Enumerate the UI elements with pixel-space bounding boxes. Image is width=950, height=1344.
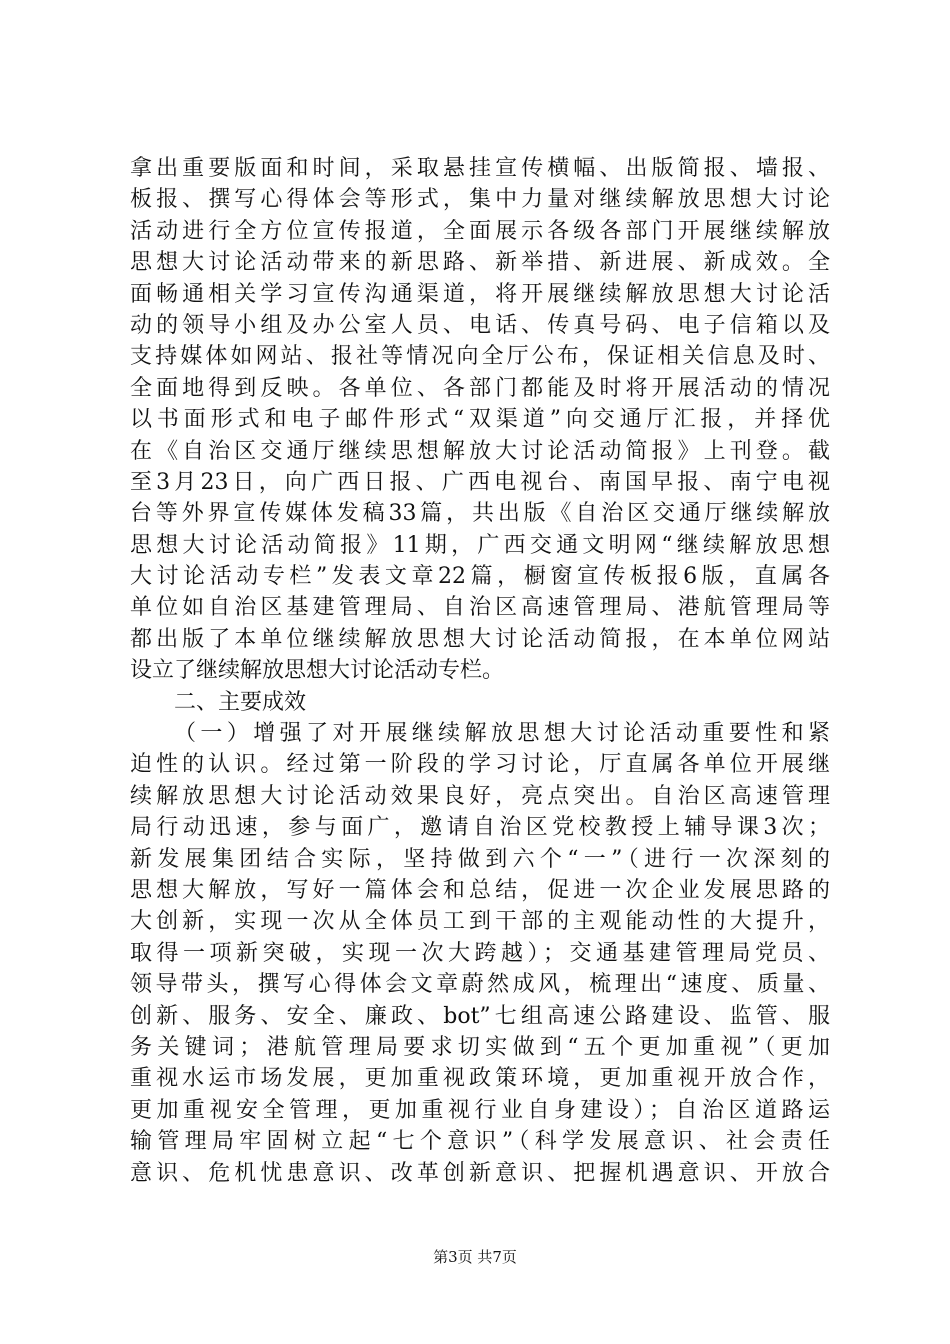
text-line: 全面地得到反映。各单位、各部门都能及时将开展活动的情况 bbox=[130, 375, 830, 401]
text-line: 思想大讨论活动带来的新思路、新举措、新进展、新成效。全 bbox=[130, 250, 830, 276]
text-line: 务关键词；港航管理局要求切实做到“五个更加重视”（更加 bbox=[130, 1034, 830, 1060]
text-line: 板报、撰写心得体会等形式，集中力量对继续解放思想大讨论 bbox=[130, 187, 830, 213]
text-line: 输管理局牢固树立起“七个意识”（科学发展意识、社会责任 bbox=[130, 1129, 830, 1155]
text-line: 面畅通相关学习宣传沟通渠道，将开展继续解放思想大讨论活 bbox=[130, 281, 830, 307]
text-line: 意识、危机忧患意识、改革创新意识、把握机遇意识、开放合 bbox=[130, 1160, 830, 1186]
text-line: 取得一项新突破，实现一次大跨越）；交通基建管理局党员、 bbox=[130, 940, 830, 966]
text-line: （一）增强了对开展继续解放思想大讨论活动重要性和紧 bbox=[174, 721, 830, 747]
text-line: 活动进行全方位宣传报道，全面展示各级各部门开展继续解放 bbox=[130, 218, 830, 244]
text-line: 领导带头，撰写心得体会文章蔚然成风，梳理出“速度、质量、 bbox=[130, 972, 830, 998]
text-line: 迫性的认识。经过第一阶段的学习讨论，厅直属各单位开展继 bbox=[130, 752, 830, 778]
text-line: 思想大解放，写好一篇体会和总结，促进一次企业发展思路的 bbox=[130, 877, 830, 903]
text-line: 续解放思想大讨论活动效果良好，亮点突出。自治区高速管理 bbox=[130, 783, 830, 809]
text-line: 更加重视安全管理，更加重视行业自身建设）；自治区道路运 bbox=[130, 1097, 830, 1123]
text-line: 新发展集团结合实际，坚持做到六个“一”（进行一次深刻的 bbox=[130, 846, 830, 872]
text-line: 局行动迅速，参与面广，邀请自治区党校教授上辅导课3次； bbox=[130, 815, 830, 841]
document-body bbox=[130, 153, 830, 1189]
text-line: 动的领导小组及办公室人员、电话、传真号码、电子信箱以及 bbox=[130, 312, 830, 338]
text-line: 创新、服务、安全、廉政、bot”七组高速公路建设、监管、服 bbox=[130, 1003, 830, 1029]
text-line: 都出版了本单位继续解放思想大讨论活动简报，在本单位网站 bbox=[130, 626, 830, 652]
text-line: 大创新，实现一次从全体员工到干部的主观能动性的大提升， bbox=[130, 909, 830, 935]
text-line: 支持媒体如网站、报社等情况向全厅公布，保证相关信息及时、 bbox=[130, 344, 830, 370]
text-line: 至3月23日，向广西日报、广西电视台、南国早报、南宁电视 bbox=[130, 469, 830, 495]
text-line: 单位如自治区基建管理局、自治区高速管理局、港航管理局等 bbox=[130, 595, 830, 621]
text-line: 设立了继续解放思想大讨论活动专栏。 bbox=[130, 658, 505, 684]
section-heading: 二、主要成效 bbox=[174, 689, 307, 715]
text-line: 在《自治区交通厅继续思想解放大讨论活动简报》上刊登。截 bbox=[130, 438, 830, 464]
text-line: 拿出重要版面和时间，采取悬挂宣传横幅、出版简报、墙报、 bbox=[130, 156, 830, 181]
text-line: 台等外界宣传媒体发稿33篇，共出版《自治区交通厅继续解放 bbox=[130, 501, 830, 527]
text-line: 大讨论活动专栏”发表文章22篇，橱窗宣传板报6版，直属各 bbox=[130, 564, 830, 590]
text-line: 思想大讨论活动简报》11期，广西交通文明网“继续解放思想 bbox=[130, 532, 830, 558]
text-line: 以书面形式和电子邮件形式“双渠道”向交通厅汇报，并择优 bbox=[130, 407, 830, 433]
page-footer: 第3页 共7页 bbox=[433, 1248, 517, 1266]
text-line: 重视水运市场发展，更加重视政策环境，更加重视开放合作， bbox=[130, 1066, 830, 1092]
